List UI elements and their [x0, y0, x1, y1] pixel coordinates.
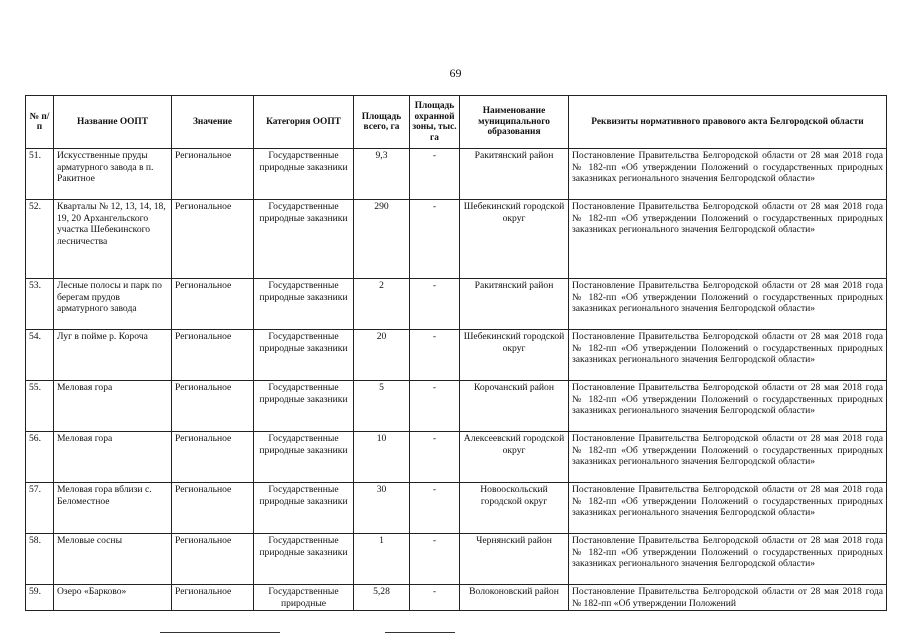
header-num: № п/п [26, 96, 54, 149]
area-legal-act: Постановление Правительства Белгородской области от 28 мая 2018 года № 182-пп «Об утверждении Положений о государственных природных заказниках регионального значения Белгородской области» [569, 483, 887, 534]
area-buffer-zone: - [410, 585, 460, 611]
table-row [26, 149, 887, 200]
area-municipality: Волоконовский район [460, 585, 569, 611]
area-significance: Региональное [172, 432, 254, 483]
area-category: Государственные природные заказники [254, 381, 354, 432]
header-act: Реквизиты нормативного правового акта Белгородской области [569, 96, 887, 149]
area-municipality: Ракитянский район [460, 149, 569, 200]
area-legal-act: Постановление Правительства Белгородской области от 28 мая 2018 года № 182-пп «Об утверждении Положений о государственных природных заказниках регионального значения Белгородской области» [569, 149, 887, 200]
area-total: 2 [354, 279, 410, 330]
area-name: Искусственные пруды арматурного завода в п. Ракитное [54, 149, 172, 200]
area-total: 30 [354, 483, 410, 534]
area-name: Кварталы № 12, 13, 14, 18, 19, 20 Архангельского участка Шебекинского лесничества [54, 200, 172, 279]
area-name: Меловая гора [54, 432, 172, 483]
row-number: 57. [26, 483, 54, 534]
area-name: Лесные полосы и парк по берегам прудов арматурного завода [54, 279, 172, 330]
area-municipality: Шебекинский городской округ [460, 200, 569, 279]
page-number: 69 [449, 66, 462, 80]
area-total: 5 [354, 381, 410, 432]
table-row [26, 432, 887, 483]
header-name: Название ООПТ [54, 96, 172, 149]
header-municipality: Наименование муниципального образования [460, 96, 569, 149]
row-number: 59. [26, 585, 54, 611]
area-municipality: Корочанский район [460, 381, 569, 432]
area-category: Государственные природные заказники [254, 534, 354, 585]
area-significance: Региональное [172, 585, 254, 611]
area-municipality: Новооскольский городской округ [460, 483, 569, 534]
area-legal-act: Постановление Правительства Белгородской области от 28 мая 2018 года № 182-пп «Об утверждении Положений [569, 585, 887, 611]
area-buffer-zone: - [410, 432, 460, 483]
area-name: Озеро «Барково» [54, 585, 172, 611]
area-significance: Региональное [172, 534, 254, 585]
table-row [26, 585, 887, 611]
protected-areas-table [25, 95, 887, 611]
table-row [26, 483, 887, 534]
area-municipality: Ракитянский район [460, 279, 569, 330]
table-row [26, 330, 887, 381]
area-legal-act: Постановление Правительства Белгородской области от 28 мая 2018 года № 182-пп «Об утверждении Положений о государственных природных заказниках регионального значения Белгородской области» [569, 279, 887, 330]
table-row [26, 381, 887, 432]
area-legal-act: Постановление Правительства Белгородской области от 28 мая 2018 года № 182-пп «Об утверждении Положений о государственных природных заказниках регионального значения Белгородской области» [569, 381, 887, 432]
table-row [26, 200, 887, 279]
area-total: 9,3 [354, 149, 410, 200]
row-number: 52. [26, 200, 54, 279]
area-municipality: Чернянский район [460, 534, 569, 585]
area-total: 290 [354, 200, 410, 279]
area-buffer-zone: - [410, 149, 460, 200]
row-number: 53. [26, 279, 54, 330]
area-significance: Региональное [172, 279, 254, 330]
area-category: Государственные природные заказники [254, 483, 354, 534]
row-number: 51. [26, 149, 54, 200]
area-category: Государственные природные заказники [254, 432, 354, 483]
area-municipality: Шебекинский городской округ [460, 330, 569, 381]
area-category: Государственные природные заказники [254, 149, 354, 200]
area-buffer-zone: - [410, 381, 460, 432]
area-significance: Региональное [172, 200, 254, 279]
area-total: 10 [354, 432, 410, 483]
row-number: 58. [26, 534, 54, 585]
footer-rule-right [385, 632, 455, 633]
area-significance: Региональное [172, 381, 254, 432]
area-buffer-zone: - [410, 200, 460, 279]
area-name: Меловые сосны [54, 534, 172, 585]
header-category: Категория ООПТ [254, 96, 354, 149]
area-category: Государственные природные заказники [254, 200, 354, 279]
area-name: Луг в пойме р. Короча [54, 330, 172, 381]
area-significance: Региональное [172, 483, 254, 534]
table-body [26, 149, 887, 611]
area-legal-act: Постановление Правительства Белгородской области от 28 мая 2018 года № 182-пп «Об утверждении Положений о государственных природных заказниках регионального значения Белгородской области» [569, 200, 887, 279]
area-legal-act: Постановление Правительства Белгородской области от 28 мая 2018 года № 182-пп «Об утверждении Положений о государственных природных заказниках регионального значения Белгородской области» [569, 432, 887, 483]
area-name: Меловая гора [54, 381, 172, 432]
area-legal-act: Постановление Правительства Белгородской области от 28 мая 2018 года № 182-пп «Об утверждении Положений о государственных природных заказниках регионального значения Белгородской области» [569, 534, 887, 585]
area-name: Меловая гора вблизи с. Беломестное [54, 483, 172, 534]
area-buffer-zone: - [410, 330, 460, 381]
table-row [26, 534, 887, 585]
table-row [26, 279, 887, 330]
footer-rule-left [160, 632, 280, 633]
area-buffer-zone: - [410, 483, 460, 534]
area-significance: Региональное [172, 330, 254, 381]
table-header [26, 96, 887, 149]
area-category: Государственные природные заказники [254, 279, 354, 330]
header-significance: Значение [172, 96, 254, 149]
row-number: 56. [26, 432, 54, 483]
area-total: 1 [354, 534, 410, 585]
area-total: 20 [354, 330, 410, 381]
area-significance: Региональное [172, 149, 254, 200]
area-municipality: Алексеевский городской округ [460, 432, 569, 483]
area-legal-act: Постановление Правительства Белгородской области от 28 мая 2018 года № 182-пп «Об утверждении Положений о государственных природных заказниках регионального значения Белгородской области» [569, 330, 887, 381]
area-category: Государственные природные заказники [254, 330, 354, 381]
row-number: 54. [26, 330, 54, 381]
row-number: 55. [26, 381, 54, 432]
area-category: Государственные природные [254, 585, 354, 611]
area-total: 5,28 [354, 585, 410, 611]
header-zone: Площадь охранной зоны, тыс. га [410, 96, 460, 149]
area-buffer-zone: - [410, 279, 460, 330]
area-buffer-zone: - [410, 534, 460, 585]
header-area: Площадь всего, га [354, 96, 410, 149]
